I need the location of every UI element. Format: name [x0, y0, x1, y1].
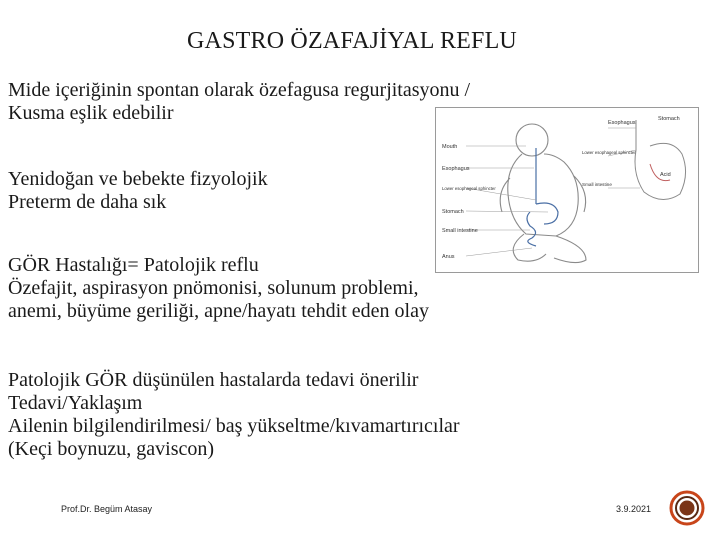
footer-date: 3.9.2021 — [616, 504, 652, 514]
text-line: Mide içeriğinin spontan olarak özefagusa regurjitasyonu / — [8, 79, 471, 101]
text-line: Tedavi/Yaklaşım — [8, 392, 143, 414]
baby-leg-left — [513, 234, 546, 261]
anatomy-drawing — [436, 108, 698, 272]
label-stomach: Stomach — [442, 209, 464, 215]
label-small-intestine: Small intestine — [442, 228, 478, 234]
text-line: Kusma eşlik edebilir — [8, 102, 174, 124]
text-line: Preterm de daha sık — [8, 191, 167, 213]
label-anus: Anus — [442, 254, 455, 260]
stomach-line — [536, 203, 558, 224]
text-line: Yenidoğan ve bebekte fizyolojik — [8, 168, 268, 190]
label-inset-esophagus: Esophagus — [608, 120, 636, 126]
paragraph-disease — [8, 254, 429, 323]
text-line: Patolojik GÖR düşünülen hastalarda tedavi önerilir — [8, 369, 419, 391]
baby-torso — [508, 154, 578, 236]
anatomy-illustration — [435, 107, 699, 273]
text-line: anemi, büyüme geriliği, apne/hayatı tehdit eden olay — [8, 300, 429, 322]
baby-leg-right — [554, 236, 586, 263]
paragraph-definition — [8, 79, 470, 125]
paragraph-physiologic — [8, 168, 268, 214]
label-inset-small-intestine: Small intestine — [582, 182, 612, 187]
label-esophagus: Esophagus — [442, 166, 470, 172]
slide-title: GASTRO ÖZAFAJİYAL REFLU — [187, 28, 517, 54]
label-inset-stomach: Stomach — [658, 116, 680, 122]
logo-icon — [669, 490, 705, 526]
label-les: Lower esophageal sphincter — [442, 186, 496, 191]
intestine-line — [527, 212, 536, 246]
baby-head — [516, 124, 548, 156]
paragraph-treatment — [8, 369, 460, 461]
footer-author: Prof.Dr. Begüm Atasay — [61, 504, 153, 514]
label-inset-les: Lower esophageal sphincter — [582, 150, 636, 155]
label-mouth: Mouth — [442, 144, 458, 150]
stomach-inset-outline — [635, 120, 686, 200]
text-line: Ailenin bilgilendirilmesi/ baş yükseltme/kıvamartırıcılar — [8, 415, 460, 437]
text-line: Özefajit, aspirasyon pnömonisi, solunum problemi, — [8, 277, 419, 299]
text-line: (Keçi boynuzu, gaviscon) — [8, 438, 215, 460]
label-inset-acid: Acid — [660, 172, 671, 178]
text-line: GÖR Hastalığı= Patolojik reflu — [8, 254, 259, 276]
